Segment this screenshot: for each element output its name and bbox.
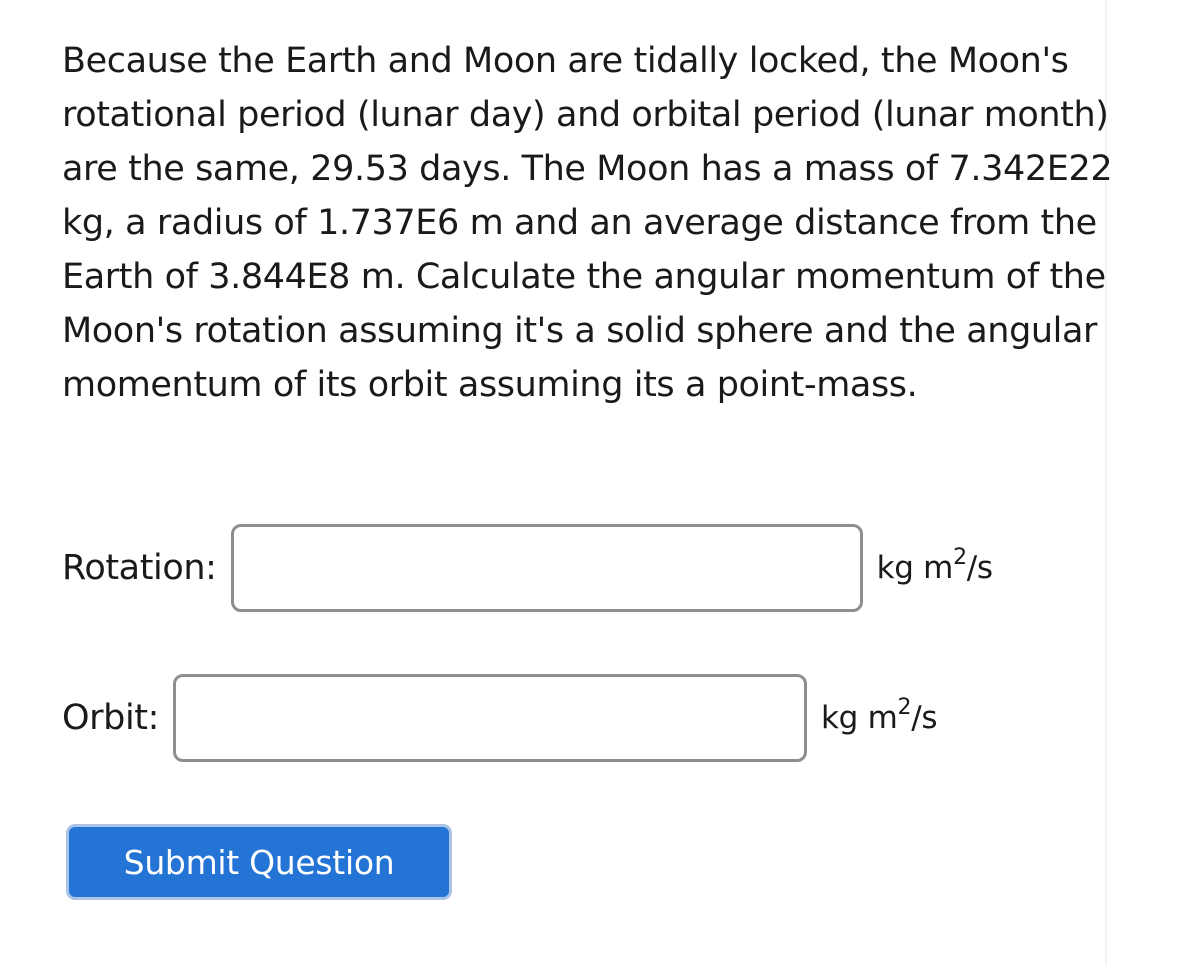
orbit-input[interactable] (173, 674, 807, 762)
rotation-unit-exponent: 2 (953, 545, 967, 570)
rotation-unit-base: kg m (876, 550, 954, 586)
rotation-answer-row (62, 523, 993, 613)
orbit-answer-row (62, 673, 937, 763)
submit-question-button[interactable]: Submit Question (66, 824, 452, 900)
orbit-unit-suffix: /s (911, 700, 938, 736)
orbit-unit-base: kg m (821, 700, 898, 736)
rotation-input[interactable] (231, 524, 863, 612)
question-text: Because the Earth and Moon are tidally locked, the Moon's rotational period (lunar day) and orbital period (lunar month) are the same, 29.53 days. The Moon has a mass of 7.342E22 kg, a radius of 1.737E6 m and an average distance from the Earth of 3.844E8 m. Calculate the angular momentum of the Moon's rotation assuming it's a solid sphere and the angular momentum of its orbit assuming its a point-mass. (62, 41, 1113, 405)
orbit-unit-exponent: 2 (897, 695, 912, 720)
orbit-unit (821, 695, 938, 736)
rotation-label: Rotation: (62, 548, 217, 588)
orbit-label: Orbit: (62, 698, 159, 738)
rotation-unit (876, 545, 993, 586)
rotation-unit-suffix: /s (966, 550, 993, 586)
